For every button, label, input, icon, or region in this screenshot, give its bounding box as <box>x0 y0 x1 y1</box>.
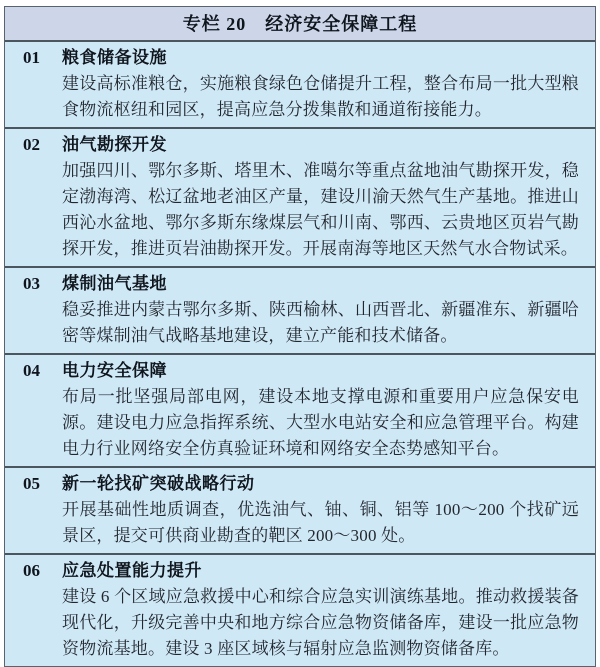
section-body: 开展基础性地质调查，优选油气、铀、铜、铝等 100～200 个找矿远景区，提交可供商业勘查的靶区 200～300 处。 <box>62 500 579 545</box>
section-number: 01 <box>23 48 40 67</box>
section-title: 应急处置能力提升 <box>62 561 202 580</box>
section <box>5 266 595 353</box>
section <box>5 553 595 666</box>
panel-title: 专栏 20 经济安全保障工程 <box>5 7 595 42</box>
section <box>5 353 595 466</box>
section-title: 新一轮找矿突破战略行动 <box>62 474 255 493</box>
section-heading-row <box>23 558 579 584</box>
section-heading-row <box>23 471 579 497</box>
section-title: 电力安全保障 <box>62 361 167 380</box>
section-number: 06 <box>23 561 40 580</box>
section <box>5 466 595 553</box>
section <box>5 42 595 127</box>
section-heading-row <box>23 358 579 384</box>
section-title: 油气勘探开发 <box>62 135 167 154</box>
section-number: 05 <box>23 474 40 493</box>
section-body: 建设高标准粮仓，实施粮食绿色仓储提升工程，整合布局一批大型粮食物流枢纽和园区，提高应急分拨集散和通道衔接能力。 <box>62 74 579 119</box>
section-body: 布局一批坚强局部电网，建设本地支撑电源和重要用户应急保安电源。建设电力应急指挥系统、大型水电站安全和应急管理平台。构建电力行业网络安全仿真验证环境和网络安全态势感知平台。 <box>62 387 579 458</box>
section-title: 煤制油气基地 <box>62 274 167 293</box>
section-heading-row <box>23 132 579 158</box>
sections-list <box>5 42 595 666</box>
section-heading-row <box>23 271 579 297</box>
section-number: 02 <box>23 135 40 154</box>
column-panel <box>4 6 596 667</box>
section-body: 建设 6 个区域应急救援中心和综合应急实训演练基地。推动救援装备现代化，升级完善中央和地方综合应急物资储备库，建设一批应急物资物流基地。建设 3 座区域核与辐射应急监测物资储备库。 <box>62 587 579 658</box>
section-number: 04 <box>23 361 40 380</box>
section-body: 稳妥推进内蒙古鄂尔多斯、陕西榆林、山西晋北、新疆准东、新疆哈密等煤制油气战略基地建设，建立产能和技术储备。 <box>62 300 579 345</box>
section-number: 03 <box>23 274 40 293</box>
section <box>5 127 595 266</box>
section-heading-row <box>23 45 579 71</box>
section-title: 粮食储备设施 <box>62 48 167 67</box>
section-body: 加强四川、鄂尔多斯、塔里木、准噶尔等重点盆地油气勘探开发，稳定渤海湾、松辽盆地老油区产量，建设川渝天然气生产基地。推进山西沁水盆地、鄂尔多斯东缘煤层气和川南、鄂西、云贵地区页岩气勘探开发，推进页岩油勘探开发。开展南海等地区天然气水合物试采。 <box>62 161 579 258</box>
